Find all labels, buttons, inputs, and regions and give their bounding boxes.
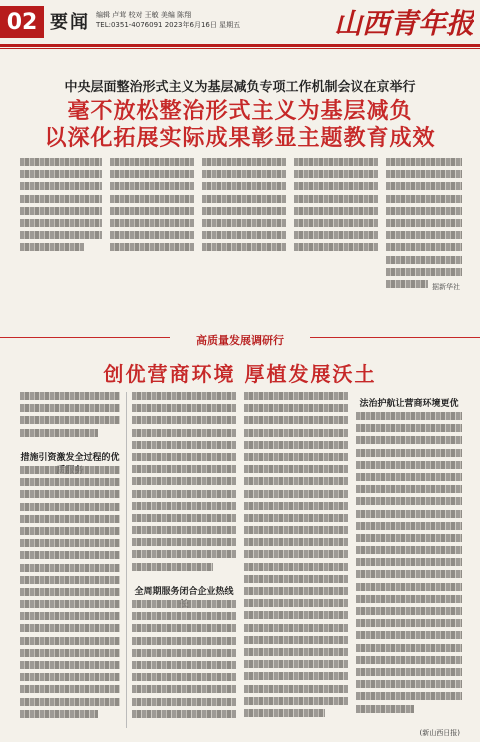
lead-body-col-4 (294, 158, 378, 256)
lead-body-col-5 (386, 158, 462, 298)
page-number: 02 (0, 6, 44, 38)
lead-headline-line2: 以深化拓展实际成果彰显主题教育成效 (44, 126, 436, 151)
lead-kicker: 中央层面整治形式主义为基层减负专项工作机制会议在京举行 (64, 80, 416, 95)
section-name: 要闻 (50, 12, 90, 33)
feature-source: (新山西日报) (419, 729, 460, 737)
lead-body-col-1 (20, 158, 102, 256)
lead-body-col-3 (202, 158, 286, 256)
staff-info (96, 10, 276, 30)
lead-byline: 据新华社 (432, 283, 460, 291)
feature-col-4 (356, 412, 462, 726)
feature-band-title: 高质量发展调研行 (170, 332, 310, 346)
header-rule (0, 44, 480, 47)
staff-line-2: TEL:0351-4076091 2023年6月16日 星期五 (96, 21, 241, 29)
feature-subhead-left: 措施引资激发全过程的优 (20, 453, 120, 463)
masthead-logo (334, 3, 474, 41)
header-rule-thin (0, 48, 480, 49)
staff-line-1: 编辑 卢茸 校对 王敏 美编 陈翔 (96, 11, 192, 19)
feature-headline: 创优营商环境 厚植发展沃土 (103, 362, 377, 386)
masthead-logo-icon (334, 3, 474, 41)
feature-subhead-center: 全周期服务闭合企业热线 (134, 587, 234, 597)
feature-col-1-top (20, 392, 120, 444)
feature-col-3 (244, 392, 348, 728)
svg-text:山西青年报: 山西青年报 (334, 7, 474, 40)
lead-body-col-2 (110, 158, 194, 256)
feature-subhead-right: 法治护航让营商环境更优 (359, 399, 459, 409)
feature-col-1 (20, 466, 120, 728)
feature-col-2-bottom (132, 600, 236, 728)
lead-headline-line1: 毫不放松整治形式主义为基层减负 (67, 99, 413, 124)
column-rule (126, 392, 127, 728)
feature-col-2 (132, 392, 236, 578)
